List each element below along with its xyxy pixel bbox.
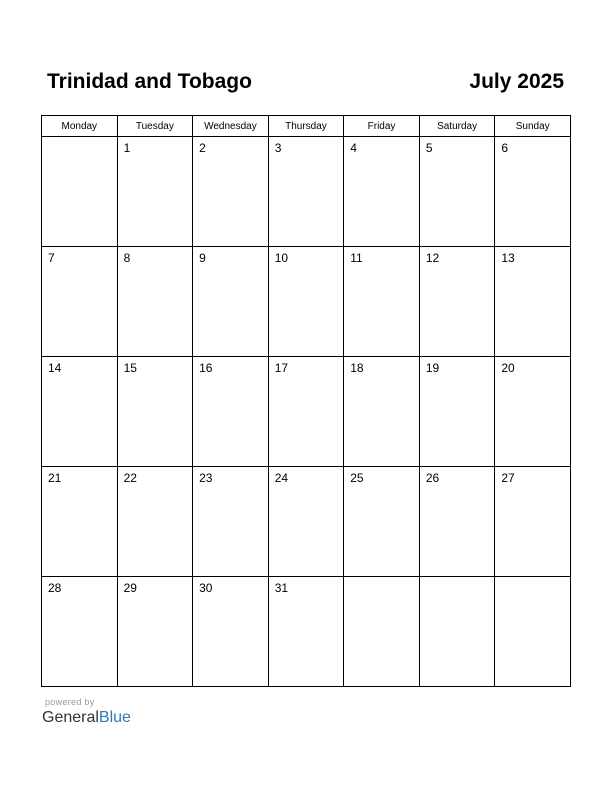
week-row <box>42 577 571 687</box>
day-cell <box>495 247 571 357</box>
day-number: 30 <box>199 581 213 595</box>
day-number: 5 <box>425 141 433 155</box>
calendar-grid <box>41 115 571 687</box>
day-number: 15 <box>123 361 137 375</box>
weekday-header-row <box>42 116 571 137</box>
day-number: 28 <box>48 581 62 595</box>
day-number: 29 <box>123 581 137 595</box>
day-number: 17 <box>274 361 289 375</box>
day-cell <box>117 247 193 357</box>
weekday-header: Friday <box>344 116 420 137</box>
day-cell <box>268 467 344 577</box>
day-number: 22 <box>123 471 137 485</box>
day-number: 13 <box>501 251 515 265</box>
weekday-header: Monday <box>42 116 118 137</box>
day-number <box>495 577 570 581</box>
day-number: 4 <box>350 141 357 155</box>
day-cell <box>193 137 269 247</box>
day-cell <box>419 247 495 357</box>
weekday-header: Wednesday <box>193 116 269 137</box>
day-number: 31 <box>274 581 289 595</box>
day-number: 2 <box>199 141 206 155</box>
day-cell <box>495 577 571 687</box>
day-number: 14 <box>48 361 62 375</box>
day-cell <box>344 577 420 687</box>
day-number: 1 <box>123 141 131 155</box>
brand-logo-blue: Blue <box>98 709 131 726</box>
day-cell <box>117 357 193 467</box>
day-cell <box>42 137 118 247</box>
day-cell <box>268 247 344 357</box>
weekday-header: Saturday <box>419 116 495 137</box>
day-number: 19 <box>425 361 440 375</box>
brand-logo <box>42 709 131 727</box>
weekday-header: Sunday <box>495 116 571 137</box>
day-cell <box>344 357 420 467</box>
day-number <box>42 137 117 141</box>
calendar-country-title: Trinidad and Tobago <box>47 70 252 93</box>
day-number: 6 <box>501 141 509 155</box>
day-number: 27 <box>501 471 515 485</box>
day-cell <box>42 247 118 357</box>
calendar-month-title: July 2025 <box>469 70 564 93</box>
day-cell <box>268 357 344 467</box>
day-number: 9 <box>199 251 206 265</box>
day-number: 3 <box>274 141 282 155</box>
day-number: 11 <box>350 251 363 265</box>
week-row <box>42 357 571 467</box>
day-number: 23 <box>199 471 213 485</box>
day-cell <box>495 137 571 247</box>
day-number: 25 <box>350 471 364 485</box>
powered-by-label: powered by <box>45 697 95 707</box>
day-number: 16 <box>199 361 213 375</box>
week-row <box>42 467 571 577</box>
day-number: 26 <box>425 471 440 485</box>
day-cell <box>344 247 420 357</box>
day-number <box>420 577 495 581</box>
day-cell <box>344 137 420 247</box>
day-cell <box>419 137 495 247</box>
day-cell <box>42 357 118 467</box>
weekday-header: Tuesday <box>117 116 193 137</box>
day-number: 18 <box>350 361 364 375</box>
day-number: 20 <box>501 361 515 375</box>
day-cell <box>495 357 571 467</box>
day-number: 8 <box>123 251 131 265</box>
day-cell <box>344 467 420 577</box>
day-number <box>344 577 419 581</box>
day-number: 24 <box>274 471 289 485</box>
day-cell <box>268 577 344 687</box>
day-cell <box>419 357 495 467</box>
day-cell <box>193 577 269 687</box>
weekday-header: Thursday <box>268 116 344 137</box>
day-number: 12 <box>425 251 440 265</box>
day-cell <box>117 577 193 687</box>
day-cell <box>419 577 495 687</box>
day-cell <box>419 467 495 577</box>
day-number: 10 <box>274 251 289 265</box>
day-number: 21 <box>48 471 62 485</box>
day-cell <box>268 137 344 247</box>
day-cell <box>42 467 118 577</box>
day-cell <box>117 137 193 247</box>
day-number: 7 <box>48 251 55 265</box>
week-row <box>42 247 571 357</box>
day-cell <box>117 467 193 577</box>
day-cell <box>193 467 269 577</box>
brand-logo-general: General <box>42 709 99 726</box>
day-cell <box>193 357 269 467</box>
week-row <box>42 137 571 247</box>
day-cell <box>193 247 269 357</box>
day-cell <box>495 467 571 577</box>
day-cell <box>42 577 118 687</box>
